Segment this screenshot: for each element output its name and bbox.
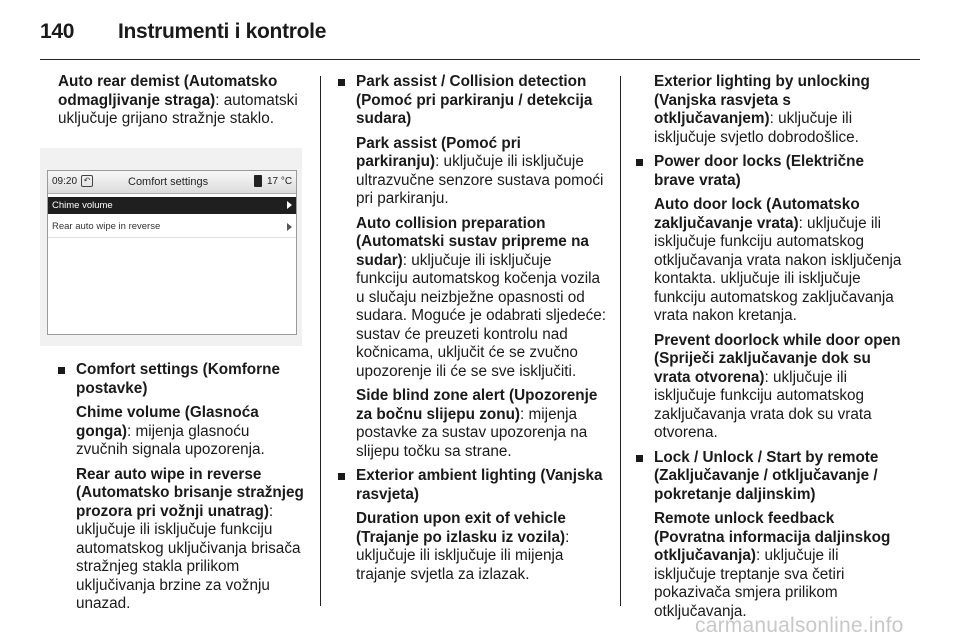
definition: : uključuje ili isključuje svjetlo dobrodošlice.	[654, 110, 859, 146]
bullet-square-icon	[636, 159, 643, 166]
bullet-square-icon	[58, 367, 65, 374]
term: Auto door lock (Automatsko zaključavanje vrata)	[654, 196, 860, 232]
bullet-square-icon	[636, 455, 643, 462]
bullet-heading: Lock / Unlock / Start by remote (Zaključavanje / otključavanje / pokretanje daljinskim)	[654, 448, 879, 503]
column-1	[58, 73, 304, 135]
definition: : uključuje ili isključuje treptanje sva četiri pokazivača smjera prilikom otključavanja.	[654, 547, 845, 620]
paragraph	[636, 196, 904, 326]
term: Auto rear demist (Automatsko odmagljivanje straga)	[58, 73, 278, 109]
paragraph	[636, 73, 904, 147]
definition: : uključuje ili isključuje ili mijenja trajanje svjetla za izlazak.	[356, 528, 570, 583]
chevron-right-icon	[287, 223, 292, 231]
menu-item-selected	[48, 197, 296, 214]
definition: : uključuje ili isključuje funkciju automatskog zaključavanja vrata dok su vrata otvorena.	[654, 368, 872, 441]
paragraph	[338, 135, 606, 209]
definition: : uključuje ili isključuje funkciju automatskog uključivanja brisača stražnjeg stakla prilikom uključivanja brzine za vožnju unazad.	[76, 502, 301, 612]
display-screenshot	[40, 148, 302, 346]
menu-divider	[48, 237, 296, 238]
display-title: Comfort settings	[128, 176, 209, 188]
bullet-item	[636, 153, 904, 190]
clock-text: 09:20	[52, 176, 78, 187]
term: Prevent doorlock while door open (Spriječi zaključavanje dok su vrata otvorena)	[654, 331, 901, 386]
definition: : mijenja postavke za sustav upozorenja na slijepu točku sa strane.	[356, 405, 588, 460]
info-display	[47, 170, 297, 335]
column-divider	[620, 76, 621, 606]
paragraph	[636, 510, 904, 621]
definition: : automatski uključuje grijano stražnje staklo.	[58, 91, 298, 127]
header-rule	[40, 59, 920, 60]
watermark-text: carmanualsonline.info	[695, 614, 904, 637]
paragraph	[338, 387, 606, 461]
bullet-item	[338, 73, 606, 129]
term: Chime volume (Glasnoća gonga)	[76, 404, 259, 440]
bullet-heading: Comfort settings (Komforne postavke)	[76, 361, 280, 397]
bullet-item	[58, 361, 304, 398]
column-2	[338, 73, 606, 590]
bullet-item	[338, 467, 606, 504]
definition: : uključuje ili isključuje funkciju automatskog kočenja vozila u slučaju neizbježne opasnosti od sudara. Moguće je odabrati sljedeće: sustav će preuzeti kontrolu nad kočnicama, uključit će se zvučno upozorenje ili će se sve isključiti.	[356, 251, 607, 380]
bullet-item	[636, 449, 904, 505]
term: Park assist (Pomoć pri parkiranju)	[356, 134, 521, 170]
column-divider	[320, 76, 321, 606]
back-icon: ↶	[81, 175, 93, 187]
bullet-heading: Power door locks (Električne brave vrata)	[654, 153, 864, 189]
paragraph	[58, 73, 304, 129]
bullet-heading: Exterior ambient lighting (Vanjska rasvjeta)	[356, 467, 603, 503]
door-icon	[254, 175, 262, 187]
term: Rear auto wipe in reverse (Automatsko brisanje stražnjeg prozora pri vožnji unatrag)	[76, 465, 304, 520]
chevron-right-icon	[287, 201, 292, 209]
term: Duration upon exit of vehicle (Trajanje po izlasku iz vozila)	[356, 510, 566, 546]
term: Side blind zone alert (Upozorenje za bočnu slijepu zonu)	[356, 387, 598, 423]
page-title: Instrumenti i kontrole	[118, 20, 327, 43]
page-header	[40, 18, 920, 58]
term: Auto collision preparation (Automatski sustav pripreme na sudar)	[356, 214, 589, 269]
term: Exterior lighting by unlocking (Vanjska rasvjeta s otključavanjem)	[654, 73, 870, 127]
definition: : mijenja glasnoću zvučnih signala upozorenja.	[76, 422, 265, 458]
menu-item-label: Chime volume	[52, 200, 113, 211]
menu-item-label: Rear auto wipe in reverse	[52, 221, 161, 232]
term: Remote unlock feedback (Povratna informacija daljinskog otključavanja)	[654, 510, 891, 564]
paragraph	[58, 466, 304, 614]
paragraph	[58, 404, 304, 460]
bullet-square-icon	[338, 473, 345, 480]
bullet-square-icon	[338, 79, 345, 86]
column-3	[636, 73, 904, 627]
definition: : uključuje ili isključuje ultrazvučne senzore sustava pomoći pri parkiranju.	[356, 153, 604, 207]
paragraph	[636, 332, 904, 443]
paragraph	[338, 510, 606, 584]
display-status-bar	[48, 171, 296, 194]
paragraph	[338, 215, 606, 382]
bullet-heading: Park assist / Collision detection (Pomoć pri parkiranju / detekcija sudara)	[356, 73, 593, 127]
temperature-text: 17 °C	[267, 176, 293, 187]
column-1-lower	[58, 361, 304, 620]
page-number: 140	[40, 20, 75, 43]
definition: : uključuje ili isključuje funkciju automatskog otključavanja vrata nakon isključenja kontakta. uključuje ili isključuje funkciju automatskog zaključavanja vrata nakon kretanja.	[654, 214, 902, 324]
